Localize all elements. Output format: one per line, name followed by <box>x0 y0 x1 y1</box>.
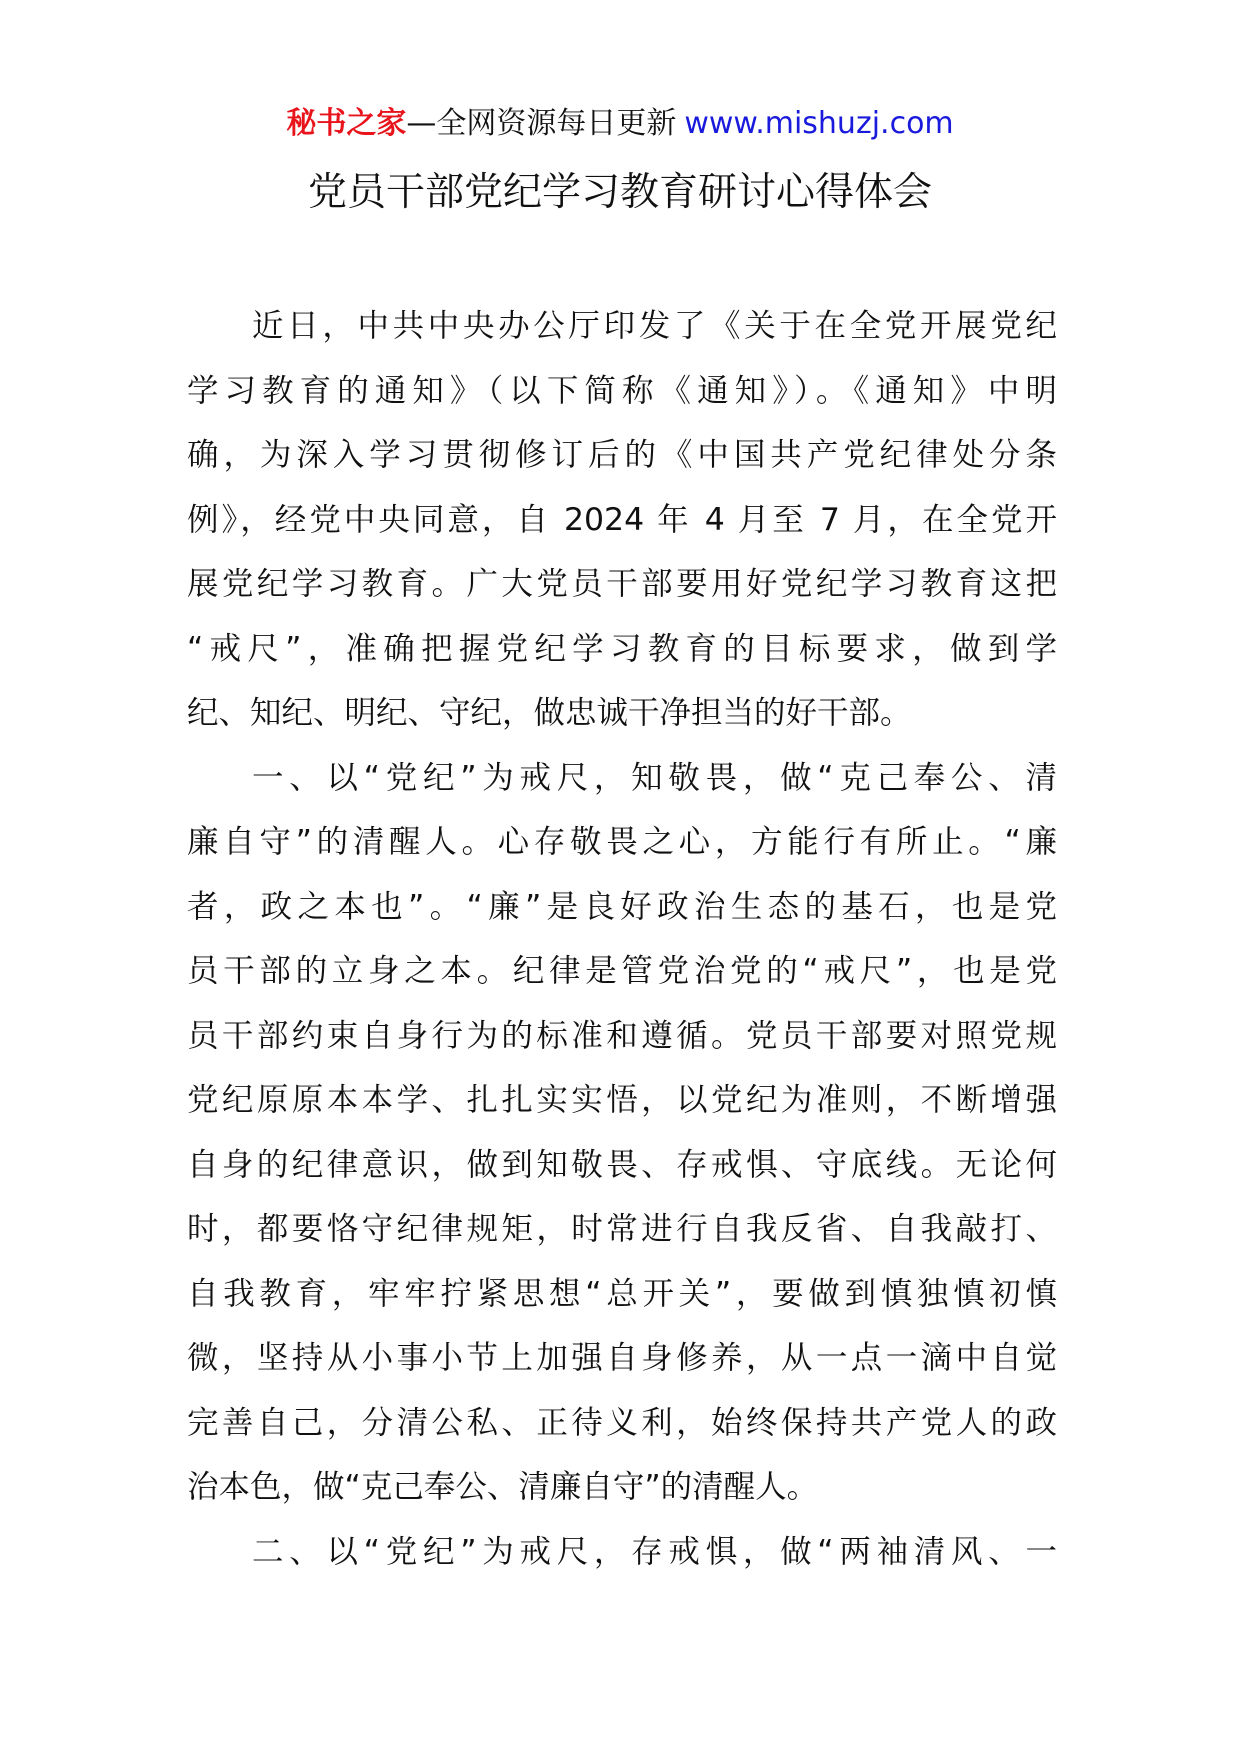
paragraph-line: 时，都要恪守纪律规矩，时常进行自我反省、自我敲打、 <box>187 1211 1057 1247</box>
paragraph-line: 员干部的立身之本。纪律是管党治党的“戒尺”，也是党 <box>187 953 1057 989</box>
paragraph-line: 一、以“党纪”为戒尺，知敬畏，做“克己奉公、清 <box>252 759 1057 796</box>
paragraph-line: 二、以“党纪”为戒尺，存戒惧，做“两袖清风、一 <box>252 1533 1057 1570</box>
site-tagline: —全网资源每日更新 <box>406 106 677 141</box>
document-title: 党员干部党纪学习教育研讨心得体会 <box>307 170 932 215</box>
paragraph-line: 者，政之本也”。“廉”是良好政治生态的基石，也是党 <box>187 888 1057 925</box>
paragraph-line: 廉自守”的清醒人。心存敬畏之心，方能行有所止。“廉 <box>187 824 1057 860</box>
paragraph-line: 党纪原原本本学、扎扎实实悟，以党纪为准则，不断增强 <box>187 1082 1057 1118</box>
paragraph-line: 纪、知纪、明纪、守纪，做忠诚干净担当的好干部。 <box>187 695 912 731</box>
paragraph-line: 确，为深入学习贯彻修订后的《中国共产党纪律处分条 <box>187 437 1057 473</box>
site-brand: 秘书之家 <box>286 106 407 141</box>
paragraph-line: 完善自己，分清公私、正待义利，始终保持共产党人的政 <box>187 1404 1057 1441</box>
paragraph-line: 例》，经党中央同意，自 2024 年 4 月至 7 月，在全党开 <box>187 501 1057 538</box>
site-header <box>0 104 1240 144</box>
paragraph-line: 近日，中共中央办公厅印发了《关于在全党开展党纪 <box>252 308 1057 344</box>
paragraph-line: 自我教育，牢牢拧紧思想“总开关”，要做到慎独慎初慎 <box>187 1275 1057 1312</box>
site-url-link[interactable]: www.mishuzj.com <box>684 106 954 141</box>
paragraph-line: 学习教育的通知》（以下简称《通知》）。《通知》中明 <box>187 372 1057 409</box>
paragraph-line: 员干部约束自身行为的标准和遵循。党员干部要对照党规 <box>187 1017 1057 1054</box>
paragraph-line: 治本色，做“克己奉公、清廉自守”的清醒人。 <box>187 1469 819 1505</box>
paragraph-line: 微，坚持从小事小节上加强自身修养，从一点一滴中自觉 <box>187 1340 1057 1376</box>
document-body <box>187 294 1057 1584</box>
paragraph-line: 自身的纪律意识，做到知敬畏、存戒惧、守底线。无论何 <box>187 1146 1057 1183</box>
paragraph-line: 展党纪学习教育。广大党员干部要用好党纪学习教育这把 <box>187 566 1057 602</box>
paragraph-line: “戒尺”，准确把握党纪学习教育的目标要求，做到学 <box>187 630 1057 667</box>
